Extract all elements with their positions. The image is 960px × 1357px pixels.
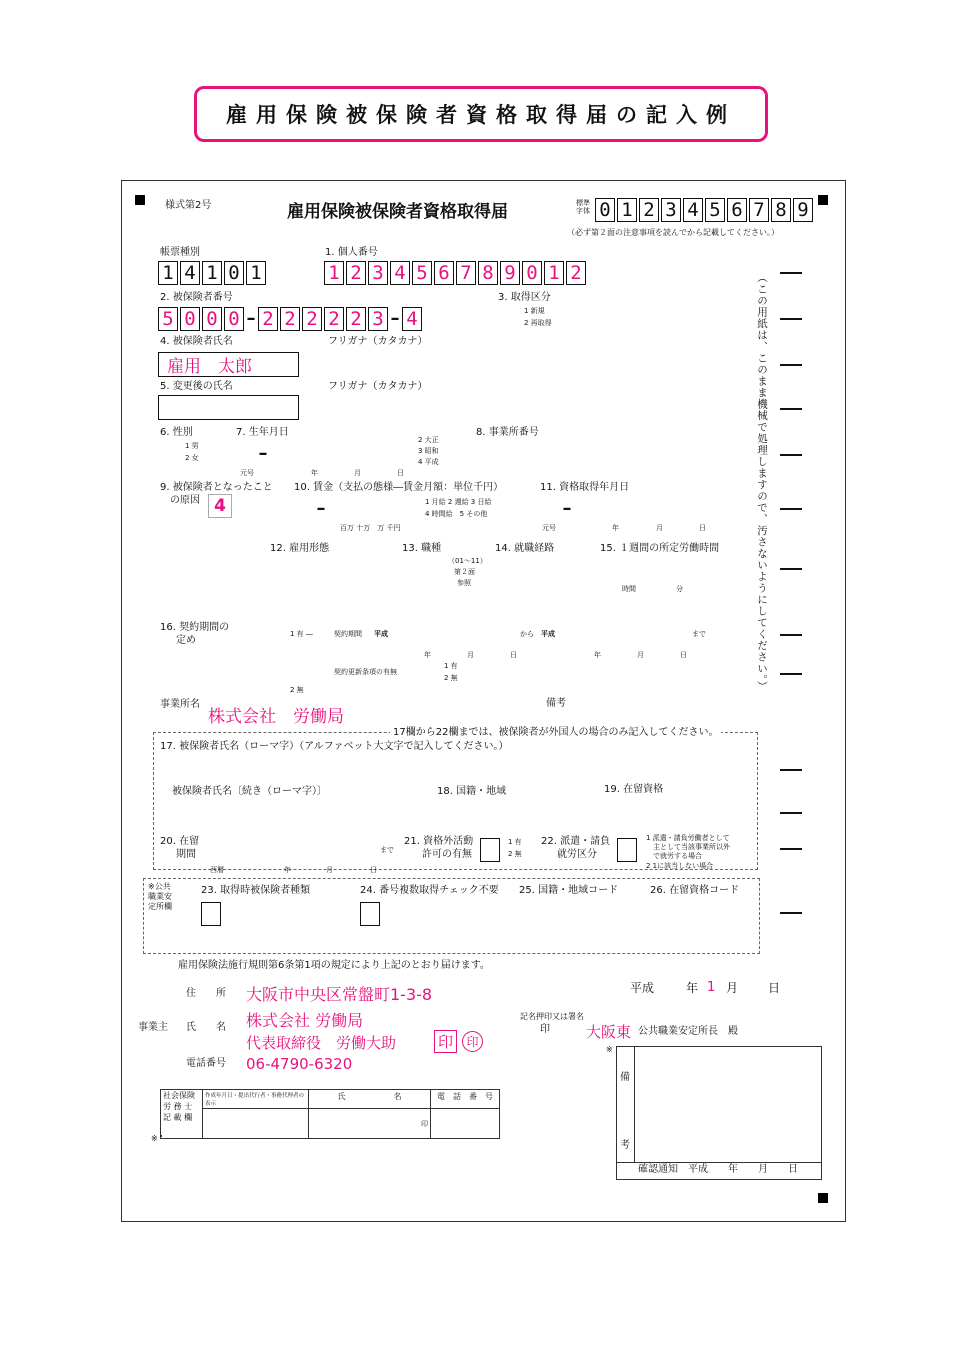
f17-label: 17. 被保険者氏名（ローマ字）（アルファベット大文字で記入してください。） xyxy=(160,741,509,752)
sub-label: 元号 xyxy=(542,524,556,532)
addr-field[interactable]: 大阪市中央区常盤町1-3-8 xyxy=(246,985,433,1004)
sub-label: 日 xyxy=(510,651,517,659)
hyphen: – xyxy=(258,443,268,464)
timing-mark xyxy=(780,508,802,510)
sharo-label xyxy=(161,1090,203,1139)
bikou-box[interactable] xyxy=(616,1046,822,1180)
chohyo-digit[interactable]: 0 xyxy=(224,261,244,285)
bikou-mark: ※ xyxy=(606,1045,613,1054)
f1-digit[interactable]: 6 xyxy=(434,261,454,285)
chohyo-digit[interactable]: 1 xyxy=(202,261,222,285)
f16-label: 16. 契約期間の xyxy=(160,622,230,633)
f16-renew-opt: 1 有 xyxy=(444,662,458,670)
chohyo-digit[interactable]: 4 xyxy=(180,261,200,285)
sub-label: 年 xyxy=(311,469,318,477)
date-d: 日 xyxy=(768,981,781,995)
sub-label: 年 xyxy=(424,651,431,659)
hyphen: – xyxy=(390,308,400,329)
sub-label: 月 xyxy=(354,469,361,477)
sub-label: 日 xyxy=(699,524,706,532)
f2-digit[interactable]: 4 xyxy=(402,307,422,331)
sub-label: 日 xyxy=(397,469,404,477)
side-note: （この用紙は、このまま機械で処理しますので、汚さないようにしてください。） xyxy=(756,272,768,693)
std-digit[interactable]: 9 xyxy=(793,198,813,222)
sub-label: 月 xyxy=(656,524,663,532)
f22-opt: 1 派遣・請負労働者として xyxy=(646,834,730,842)
bikou-divider xyxy=(634,1046,635,1162)
timing-mark xyxy=(780,673,802,675)
office-to-field[interactable]: 大阪東 xyxy=(586,1023,632,1041)
f22-label: 22. 派遣・請負 xyxy=(541,836,611,847)
std-digit-row xyxy=(595,198,815,222)
f22-opt: 2 1に該当しない場合 xyxy=(646,862,714,870)
f7-opt: 4 平成 xyxy=(418,458,439,466)
sub-label: 年 xyxy=(612,524,619,532)
f22-box[interactable] xyxy=(617,838,637,862)
f4-kana-label: フリガナ（カタカナ） xyxy=(328,336,428,347)
sharo-col1: 作成年月日・提出代行者・事務代理者の表示 xyxy=(203,1090,309,1109)
date-m: 月 xyxy=(726,981,739,995)
timing-mark xyxy=(780,769,802,771)
f23-label: 23. 取得時被保険者種類 xyxy=(201,885,311,896)
sharo-seal[interactable]: 印 xyxy=(309,1109,431,1139)
timing-mark xyxy=(780,364,802,366)
std-digit[interactable]: 1 xyxy=(617,198,637,222)
f5-label: 5. 変更後の氏名 xyxy=(160,381,233,392)
date-era: 平成 xyxy=(630,981,655,995)
chohyo-label: 帳票種別 xyxy=(160,247,200,258)
employer-name-field[interactable]: 株式会社 労働局 xyxy=(246,1011,364,1030)
f22-opt: で就労する場合 xyxy=(646,852,702,860)
std-digit[interactable]: 6 xyxy=(727,198,747,222)
f20-label: 20. 在留 xyxy=(160,836,200,847)
std-digit[interactable]: 7 xyxy=(749,198,769,222)
tel-field[interactable]: 06-4790-6320 xyxy=(246,1055,353,1073)
f1-digit[interactable]: 8 xyxy=(478,261,498,285)
f2-digit[interactable]: 2 xyxy=(280,307,300,331)
representative-field[interactable]: 代表取締役 労働大助 xyxy=(246,1034,397,1052)
stamp-table xyxy=(160,1135,162,1137)
bikou-divider xyxy=(616,1162,822,1163)
f16-renew-opt: 2 無 xyxy=(444,674,458,682)
f1-label: 1. 個人番号 xyxy=(325,247,378,258)
f15-label: 15. １週間の所定労働時間 xyxy=(600,543,720,554)
f21-label: 21. 資格外活動 xyxy=(404,836,474,847)
f3-label: 3. 取得区分 xyxy=(498,292,551,303)
sharo-col2: 氏 名 xyxy=(309,1090,431,1109)
sub-label: 分 xyxy=(676,585,683,593)
date-month-value[interactable]: 1 xyxy=(707,980,716,995)
sharo-label-line: 記 載 欄 xyxy=(163,1112,193,1122)
back-note: （必ず第２面の注意事項を読んでから記載してください。） xyxy=(567,228,779,237)
hyphen: – xyxy=(246,308,256,329)
f13-note: 第２面 xyxy=(454,568,475,576)
f21-label2: 許可の有無 xyxy=(422,849,472,860)
f21-opt: 2 無 xyxy=(508,850,522,858)
f24-label: 24. 番号複数取得チェック不要 xyxy=(360,885,499,896)
sharo-cell[interactable] xyxy=(431,1109,500,1139)
f20-made: まで xyxy=(380,846,394,854)
f16-period-label: 契約期間 xyxy=(334,630,362,638)
f16-heisei: 平成 xyxy=(374,630,388,638)
f9-label: 9. 被保険者となったこと xyxy=(160,482,273,493)
f10-sub: 百万 十万 万 千円 xyxy=(340,524,401,532)
f4-label: 4. 被保険者氏名 xyxy=(160,336,233,347)
timing-mark xyxy=(780,272,802,274)
f12-label: 12. 雇用形態 xyxy=(270,543,330,554)
declaration: 雇用保険法施行規則第6条第1項の規定により上記のとおり届けます。 xyxy=(178,960,490,971)
stable-side-label: ※公共職業安定所欄 xyxy=(148,882,172,911)
f10-label: 10. 賃金（支払の態様―賃金月額：単位千円） xyxy=(294,482,504,493)
corner-mark xyxy=(818,195,828,205)
timing-mark xyxy=(780,318,802,320)
chohyo-digit[interactable]: 1 xyxy=(246,261,266,285)
f7-opt: 2 大正 xyxy=(418,436,439,444)
std-digit[interactable]: 0 xyxy=(595,198,615,222)
f16-no: 2 無 xyxy=(290,686,304,694)
confirm-notice: 確認通知 平成 年 月 日 xyxy=(638,1164,798,1175)
f5-name-field[interactable] xyxy=(158,395,299,420)
f22-label2: 就労区分 xyxy=(557,849,597,860)
sharo-label-line: 労 務 士 xyxy=(163,1101,193,1111)
sub-label: 元号 xyxy=(240,469,254,477)
f20-label2: 期間 xyxy=(176,849,196,860)
f2-label: 2. 被保険者番号 xyxy=(160,292,233,303)
f7-label: 7. 生年月日 xyxy=(236,427,289,438)
office-label: 事業所名 xyxy=(160,699,200,710)
timing-mark xyxy=(780,634,802,636)
f1-boxes[interactable] xyxy=(324,261,588,285)
f2-boxes[interactable] xyxy=(158,307,424,331)
timing-mark xyxy=(780,568,802,570)
f16-label2: 定め xyxy=(176,635,196,646)
f9-value[interactable]: 4 xyxy=(208,494,232,518)
f1-digit[interactable]: 1 xyxy=(324,261,344,285)
f2-digit[interactable]: 3 xyxy=(368,307,388,331)
banner-title: 雇用保険被保険者資格取得届の記入例 xyxy=(194,86,768,142)
f26-label: 26. 在留資格コード xyxy=(650,885,740,896)
f25-label: 25. 国籍・地域コード xyxy=(519,885,619,896)
timing-mark xyxy=(780,408,802,410)
corner-mark xyxy=(818,1193,828,1203)
f1-digit[interactable]: 2 xyxy=(346,261,366,285)
sub-label: 年 xyxy=(284,866,291,874)
sub-label: 月 xyxy=(637,651,644,659)
f13-label: 13. 職種 xyxy=(402,543,442,554)
chohyo-boxes[interactable] xyxy=(158,261,268,285)
sub-label: 月 xyxy=(467,651,474,659)
timing-mark xyxy=(780,454,802,456)
form-title: 雇用保険被保険者資格取得届 xyxy=(287,202,508,222)
f1-digit[interactable]: 5 xyxy=(412,261,432,285)
f1-digit[interactable]: 3 xyxy=(368,261,388,285)
f1-digit[interactable]: 9 xyxy=(500,261,520,285)
f2-digit[interactable]: 0 xyxy=(224,307,244,331)
sign-mark: 印 xyxy=(540,1024,550,1035)
f2-digit[interactable]: 5 xyxy=(158,307,178,331)
f6-label: 6. 性別 xyxy=(160,427,193,438)
stamp-mark: ※ xyxy=(151,1134,158,1143)
f2-digit[interactable]: 2 xyxy=(346,307,366,331)
bikou-label-a: 備 xyxy=(620,1072,630,1083)
f10-opt2: 4 時間給 5 その他 xyxy=(425,510,488,518)
employer-label: 事業主 xyxy=(138,1022,168,1033)
f21-box[interactable] xyxy=(480,838,500,862)
seal-mark-circle: 印 xyxy=(462,1031,483,1052)
hyphen: – xyxy=(562,498,572,519)
f16-made: まで xyxy=(692,630,706,638)
f7-opt: 3 昭和 xyxy=(418,447,439,455)
f11-label: 11. 資格取得年月日 xyxy=(540,482,630,493)
f5-kana-label: フリガナ（カタカナ） xyxy=(328,381,428,392)
f8-label: 8. 事業所番号 xyxy=(476,427,539,438)
f6-opt2: 2 女 xyxy=(185,454,199,462)
std-digit[interactable]: 5 xyxy=(705,198,725,222)
f4-name-field[interactable]: 雇用 太郎 xyxy=(158,352,299,377)
f3-opt1: 1 新規 xyxy=(524,307,545,315)
sub-label: 年 xyxy=(594,651,601,659)
f18-label: 18. 国籍・地域 xyxy=(437,786,507,797)
sign-note: 記名押印又は署名 xyxy=(520,1012,584,1021)
date-y: 年 xyxy=(686,981,699,995)
f16-renew-label: 契約更新条項の有無 xyxy=(334,668,397,676)
timing-mark xyxy=(780,812,802,814)
biko-label: 備考 xyxy=(546,698,566,709)
f14-label: 14. 就職経路 xyxy=(495,543,555,554)
f2-digit[interactable]: 0 xyxy=(180,307,200,331)
std-font-label: 標準字体 xyxy=(576,199,590,215)
hyphen: – xyxy=(316,498,326,519)
std-digit[interactable]: 8 xyxy=(771,198,791,222)
std-digit[interactable]: 4 xyxy=(683,198,703,222)
sharo-label-line: 社会保険 xyxy=(163,1091,195,1100)
tel-label: 電話番号 xyxy=(186,1058,226,1069)
foreign-header: 17欄から22欄までは、被保険者が外国人の場合のみ記入してください。 xyxy=(390,727,721,739)
sub-label: 月 xyxy=(326,866,333,874)
f2-digit[interactable]: 2 xyxy=(258,307,278,331)
f22-opt: 主として当該事業所以外 xyxy=(646,843,730,851)
f21-opt: 1 有 xyxy=(508,838,522,846)
std-digit[interactable]: 2 xyxy=(639,198,659,222)
f16-heisei: 平成 xyxy=(541,630,555,638)
f19-label: 19. 在留資格 xyxy=(604,784,664,795)
f16-yes: 1 有 ― xyxy=(290,630,313,638)
f1-digit[interactable]: 7 xyxy=(456,261,476,285)
form-number: 様式第2号 xyxy=(165,200,212,211)
seal-mark-square: 印 xyxy=(434,1030,457,1053)
f13-note: （01〜11） xyxy=(448,557,487,565)
sharo-cell[interactable] xyxy=(203,1109,309,1139)
addr-label: 住 所 xyxy=(186,988,226,999)
f6-opt1: 1 男 xyxy=(185,442,199,450)
chohyo-digit[interactable]: 1 xyxy=(158,261,178,285)
bikou-label-b: 考 xyxy=(620,1140,630,1151)
f2-digit[interactable]: 2 xyxy=(302,307,322,331)
f3-opt2: 2 再取得 xyxy=(524,319,552,327)
timing-mark xyxy=(780,848,802,850)
timing-mark xyxy=(780,912,802,914)
f10-opt1: 1 月給 2 週給 3 日給 xyxy=(425,498,492,506)
f16-kara: から xyxy=(520,630,534,638)
std-digit[interactable]: 3 xyxy=(661,198,681,222)
office-to-suffix: 公共職業安定所長 殿 xyxy=(638,1026,738,1037)
f24-box[interactable] xyxy=(360,902,380,926)
office-name-field[interactable]: 株式会社 労働局 xyxy=(208,707,344,727)
f2-digit[interactable]: 2 xyxy=(324,307,344,331)
f23-box[interactable] xyxy=(201,902,221,926)
f1-digit[interactable]: 4 xyxy=(390,261,410,285)
sharo-table xyxy=(160,1089,500,1139)
f17b-label: 被保険者氏名〔続き（ローマ字）〕 xyxy=(172,786,327,797)
sharo-col3: 電 話 番 号 xyxy=(431,1090,500,1109)
sub-label: 日 xyxy=(370,866,377,874)
sub-label: 日 xyxy=(680,651,687,659)
sub-label: 時間 xyxy=(622,585,636,593)
sub-label: 西暦 xyxy=(210,866,224,874)
f13-note: 参照 xyxy=(457,579,471,587)
f9-label2: の原因 xyxy=(170,495,200,506)
f2-digit[interactable]: 0 xyxy=(202,307,222,331)
f1-digit[interactable]: 0 xyxy=(522,261,542,285)
name-label: 氏 名 xyxy=(186,1022,226,1033)
corner-mark xyxy=(135,195,145,205)
f1-digit[interactable]: 1 xyxy=(544,261,564,285)
f1-digit[interactable]: 2 xyxy=(566,261,586,285)
